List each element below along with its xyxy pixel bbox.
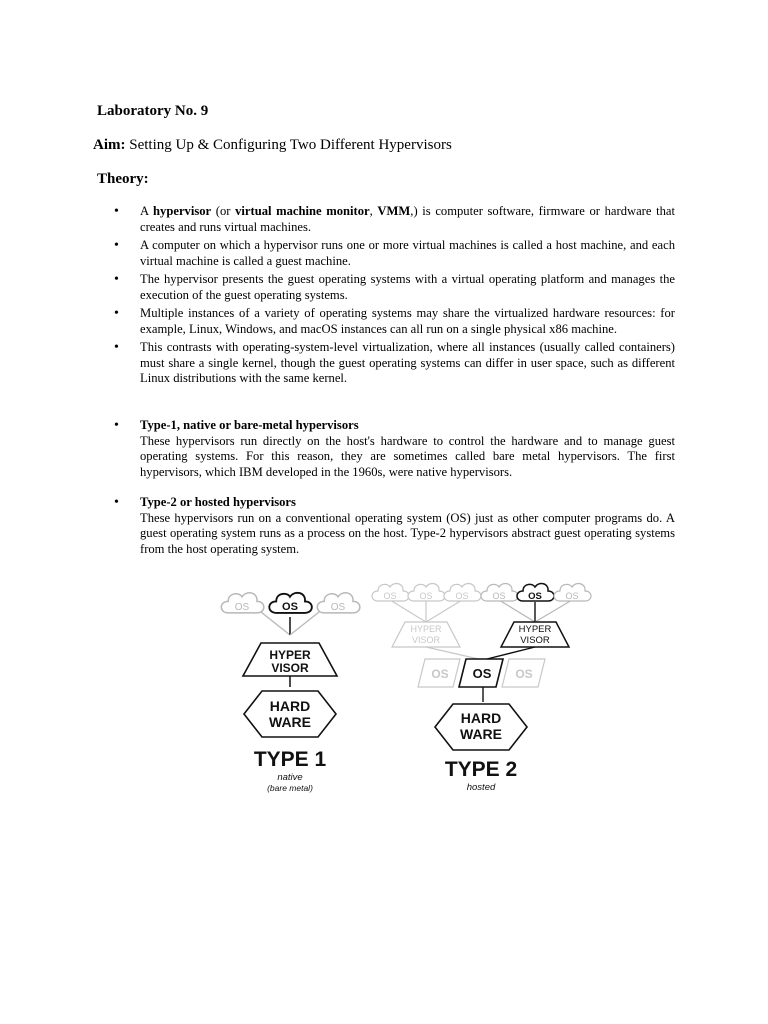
- hypervisor-label-line2: VISOR: [520, 635, 550, 646]
- hardware-label-line2: WARE: [460, 726, 502, 742]
- type2-diagram: [372, 584, 591, 793]
- hypervisor-label-line1: HYPER: [410, 624, 442, 634]
- type1-native-label: native: [277, 772, 303, 783]
- theory-bullet-list: [114, 204, 675, 390]
- os-label: OS: [234, 602, 250, 613]
- type2-hosted-label: hosted: [466, 782, 496, 793]
- theory-heading: Theory:: [97, 171, 149, 187]
- os-label: OS: [383, 591, 397, 601]
- vmm-long-term: virtual machine monitor: [235, 204, 370, 218]
- type1-body: These hypervisors run directly on the host's hardware to control the hardware and to manage guest operating systems. For this reason, they are sometimes called bare metal hypervisors. The first hypervisors, which IBM developed in the 1960s, were native hypervisors.: [140, 433, 675, 479]
- vmm-term: VMM: [377, 204, 411, 218]
- lab-title: Laboratory No. 9: [97, 103, 209, 119]
- aim-text: Setting Up & Configuring Two Different Hypervisors: [129, 137, 452, 153]
- os-label: OS: [565, 591, 579, 601]
- os-label: OS: [419, 591, 433, 601]
- os-label: OS: [282, 601, 298, 613]
- hypervisor-term: hypervisor: [153, 204, 212, 218]
- hardware-label-line2: WARE: [269, 714, 311, 730]
- list-item: • A computer on which a hypervisor runs one or more virtual machines is called a host machine, and each virtual machine is called a guest machine.: [114, 238, 675, 269]
- list-item: • A hypervisor (or virtual machine monitor, VMM,) is computer software, firmware or hardware that creates and runs virtual machines.: [114, 204, 675, 235]
- os-label: OS: [455, 591, 469, 601]
- os-label: OS: [431, 667, 449, 681]
- type1-section: [114, 418, 675, 480]
- aim-label: Aim:: [93, 137, 126, 153]
- os-label: OS: [515, 667, 533, 681]
- hardware-label-line1: HARD: [269, 698, 311, 714]
- aim-line: [93, 137, 452, 154]
- type1-title: • Type-1, native or bare-metal hypervisors: [114, 418, 675, 434]
- hypervisor-label-line1: HYPER: [269, 648, 311, 662]
- hardware-label-line1: HARD: [460, 710, 502, 726]
- hypervisor-label-line2: VISOR: [271, 661, 309, 675]
- type1-label: TYPE 1: [253, 748, 327, 771]
- list-item: • Multiple instances of a variety of operating systems may share the virtualized hardware resources: for example, Linux, Windows, and macOS instances can all run on a single physical x86 machine.: [114, 306, 675, 337]
- type2-body: These hypervisors run on a conventional operating system (OS) just as other computer programs do. A guest operating system runs as a process on the host. Type-2 hypervisors abstract guest operating systems from the host operating system.: [140, 510, 675, 556]
- hypervisor-types-diagram: [215, 580, 600, 800]
- type2-section: [114, 495, 675, 557]
- type1-bare-metal-label: (bare metal): [267, 783, 313, 793]
- os-label: OS: [330, 602, 346, 613]
- type2-label: TYPE 2: [444, 758, 518, 781]
- hypervisor-label-line1: HYPER: [518, 624, 552, 635]
- hypervisor-label-line2: VISOR: [411, 635, 441, 645]
- type2-title: • Type-2 or hosted hypervisors: [114, 495, 675, 511]
- type1-diagram: [221, 593, 360, 793]
- list-item: • This contrasts with operating-system-level virtualization, where all instances (usually called containers) must share a single kernel, though the guest operating systems can differ in user space, such as different Linux distributions with the same kernel.: [114, 340, 675, 387]
- os-label: OS: [472, 666, 492, 681]
- os-label: OS: [492, 591, 506, 601]
- os-label: OS: [528, 591, 542, 602]
- list-item: • The hypervisor presents the guest operating systems with a virtual operating platform and manages the execution of the guest operating systems.: [114, 272, 675, 303]
